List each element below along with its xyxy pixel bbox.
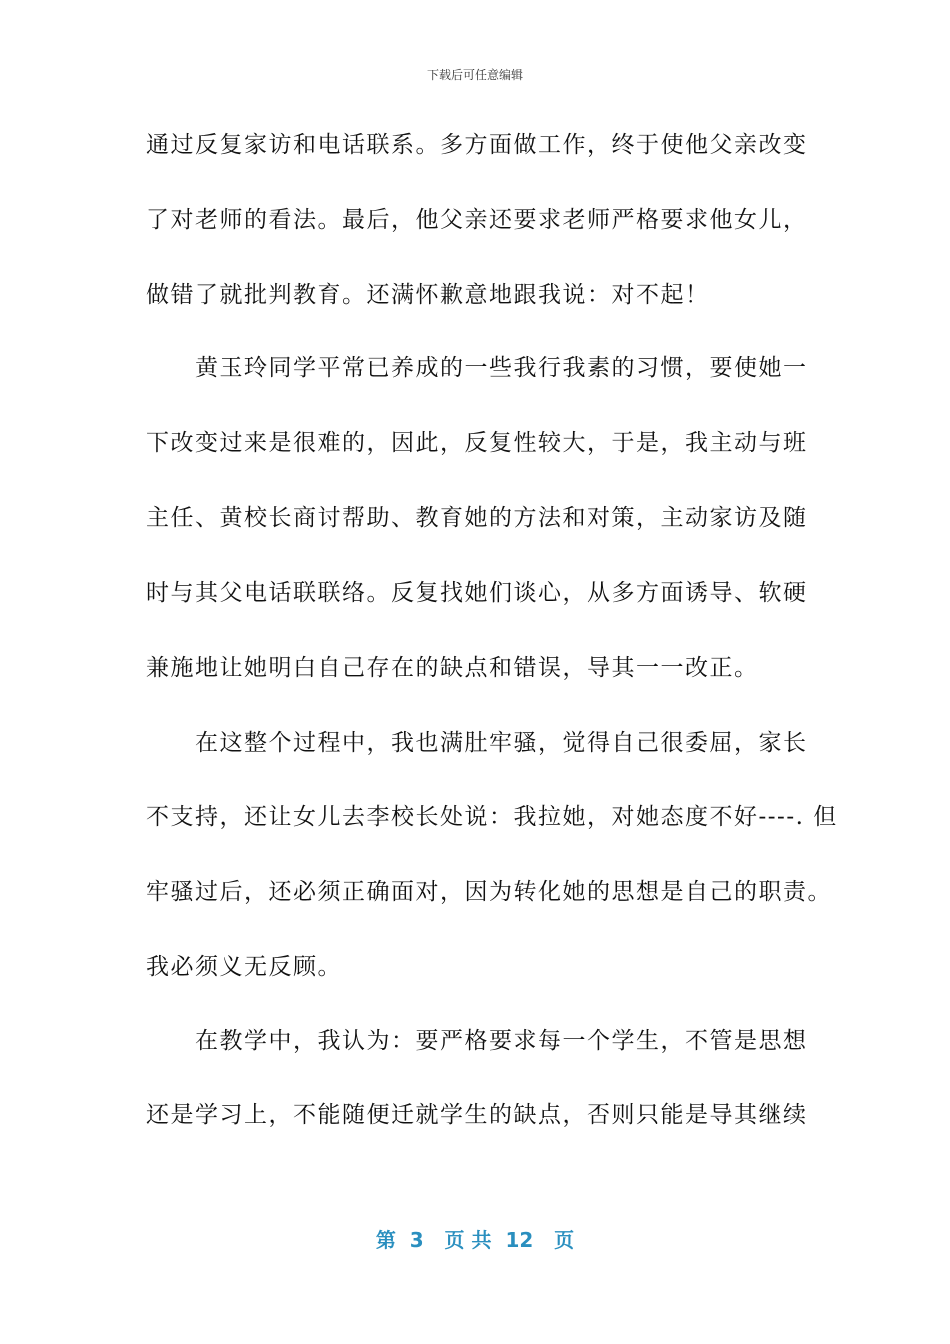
text-line: 不支持，还让女儿去李校长处说：我拉她，对她态度不好----. 但 [146,804,838,830]
text-line: 在教学中，我认为：要严格要求每一个学生，不管是思想 [146,1028,808,1054]
text-line: 我必须义无反顾。 [146,954,342,980]
text-line: 还是学习上，不能随便迁就学生的缺点，否则只能是导其继续 [146,1102,808,1128]
text-line: 黄玉玲同学平常已养成的一些我行我素的习惯，要使她一 [146,355,808,381]
page-number-footer: 第 3 页 共 12 页 [375,1228,575,1252]
text-line: 兼施地让她明白自己存在的缺点和错误，导其一一改正。 [146,655,759,681]
text-line: 牢骚过后，还必须正确面对，因为转化她的思想是自己的职责。 [146,879,832,905]
text-line: 主任、黄校长商讨帮助、教育她的方法和对策，主动家访及随 [146,505,808,531]
page-header: 下载后可任意编辑 [426,68,523,82]
text-line: 时与其父电话联联络。反复找她们谈心，从多方面诱导、软硬 [146,580,808,606]
text-line: 在这整个过程中，我也满肚牢骚，觉得自己很委屈，家长 [146,730,808,756]
text-line: 做错了就批判教育。还满怀歉意地跟我说：对不起！ [146,282,710,308]
text-line: 通过反复家访和电话联系。多方面做工作，终于使他父亲改变 [146,132,808,158]
text-line: 了对老师的看法。最后，他父亲还要求老师严格要求他女儿， [146,207,808,233]
text-line: 下改变过来是很难的，因此，反复性较大，于是，我主动与班 [146,430,808,456]
